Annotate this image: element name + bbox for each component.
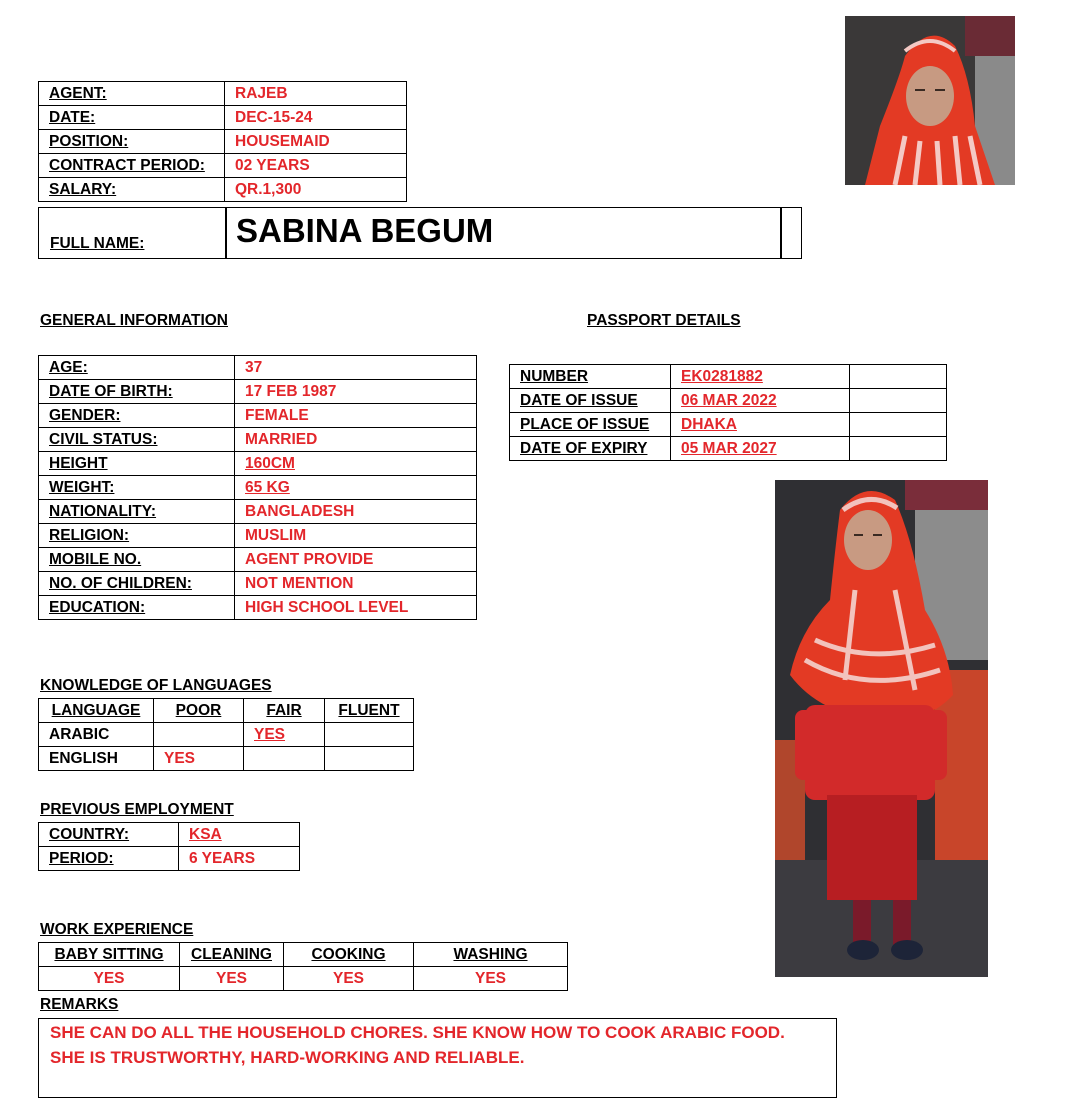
- col-header: FLUENT: [325, 699, 414, 723]
- table-row: [39, 356, 477, 380]
- work-value: YES: [284, 967, 414, 991]
- remarks-line-1: SHE CAN DO ALL THE HOUSEHOLD CHORES. SHE KNOW HOW TO COOK ARABIC FOOD.: [50, 1023, 785, 1042]
- remarks-box: [38, 1018, 837, 1098]
- table-row: [39, 524, 477, 548]
- agent-label: AGENT:: [39, 82, 225, 106]
- date-value: DEC-15-24: [225, 106, 407, 130]
- profile-photo-full: [775, 480, 988, 977]
- col-header: FAIR: [244, 699, 325, 723]
- full-name-label: FULL NAME:: [50, 235, 145, 252]
- languages-table: [38, 698, 414, 771]
- remarks-heading: REMARKS: [40, 996, 119, 1013]
- general-value: AGENT PROVIDE: [235, 548, 477, 572]
- language-poor: YES: [154, 747, 244, 771]
- general-value: MARRIED: [235, 428, 477, 452]
- general-label: GENDER:: [39, 404, 235, 428]
- table-row: [39, 500, 477, 524]
- general-value: 160CM: [235, 452, 477, 476]
- language-name: ENGLISH: [39, 747, 154, 771]
- header-table: [38, 81, 407, 202]
- full-name-value: SABINA BEGUM: [236, 212, 494, 249]
- table-row: [39, 428, 477, 452]
- agent-value: RAJEB: [225, 82, 407, 106]
- general-label: CIVIL STATUS:: [39, 428, 235, 452]
- table-row: [510, 365, 947, 389]
- passport-value: EK0281882: [671, 365, 850, 389]
- general-info-heading: GENERAL INFORMATION: [40, 312, 229, 329]
- general-label: DATE OF BIRTH:: [39, 380, 235, 404]
- work-experience-table: [38, 942, 568, 991]
- passport-label: DATE OF EXPIRY: [510, 437, 671, 461]
- col-header: POOR: [154, 699, 244, 723]
- language-fair: [244, 747, 325, 771]
- general-value: 17 FEB 1987: [235, 380, 477, 404]
- general-info-table: [38, 355, 477, 620]
- position-label: POSITION:: [39, 130, 225, 154]
- passport-value: 05 MAR 2027: [671, 437, 850, 461]
- full-name-box: [38, 207, 802, 259]
- general-label: HEIGHT: [39, 452, 235, 476]
- country-value: KSA: [179, 823, 300, 847]
- country-label: COUNTRY:: [39, 823, 179, 847]
- general-value: BANGLADESH: [235, 500, 477, 524]
- general-label: NATIONALITY:: [39, 500, 235, 524]
- passport-label: NUMBER: [510, 365, 671, 389]
- table-row: [39, 847, 300, 871]
- passport-heading: PASSPORT DETAILS: [587, 312, 741, 329]
- empty-cell: [850, 389, 947, 413]
- period-label: PERIOD:: [39, 847, 179, 871]
- previous-employment-heading: PREVIOUS EMPLOYMENT: [40, 801, 234, 818]
- date-label: DATE:: [39, 106, 225, 130]
- language-fluent: [325, 723, 414, 747]
- general-value: FEMALE: [235, 404, 477, 428]
- general-label: EDUCATION:: [39, 596, 235, 620]
- empty-cell: [850, 365, 947, 389]
- table-row: [39, 723, 414, 747]
- general-label: RELIGION:: [39, 524, 235, 548]
- table-header-row: [39, 943, 568, 967]
- table-row: [39, 452, 477, 476]
- table-row: [39, 548, 477, 572]
- passport-label: PLACE OF ISSUE: [510, 413, 671, 437]
- work-experience-heading: WORK EXPERIENCE: [40, 921, 194, 938]
- general-label: MOBILE NO.: [39, 548, 235, 572]
- col-header: LANGUAGE: [39, 699, 154, 723]
- table-header-row: [39, 699, 414, 723]
- salary-row: [39, 178, 407, 202]
- position-row: [39, 130, 407, 154]
- general-label: WEIGHT:: [39, 476, 235, 500]
- work-value: YES: [39, 967, 180, 991]
- passport-value: 06 MAR 2022: [671, 389, 850, 413]
- general-value: 37: [235, 356, 477, 380]
- date-row: [39, 106, 407, 130]
- profile-photo-small: [845, 16, 1015, 185]
- general-label: AGE:: [39, 356, 235, 380]
- col-header: BABY SITTING: [39, 943, 180, 967]
- position-value: HOUSEMAID: [225, 130, 407, 154]
- table-row: [510, 413, 947, 437]
- table-row: [39, 380, 477, 404]
- table-row: [39, 747, 414, 771]
- general-label: NO. OF CHILDREN:: [39, 572, 235, 596]
- general-value: HIGH SCHOOL LEVEL: [235, 596, 477, 620]
- table-row: [39, 476, 477, 500]
- table-row: [510, 389, 947, 413]
- salary-label: SALARY:: [39, 178, 225, 202]
- table-row: [39, 596, 477, 620]
- agent-row: [39, 82, 407, 106]
- empty-cell: [850, 413, 947, 437]
- work-value: YES: [180, 967, 284, 991]
- remarks-line-2: SHE IS TRUSTWORTHY, HARD-WORKING AND RELIABLE.: [50, 1048, 525, 1067]
- salary-value: QR.1,300: [225, 178, 407, 202]
- table-row: [39, 572, 477, 596]
- general-value: 65 KG: [235, 476, 477, 500]
- col-header: COOKING: [284, 943, 414, 967]
- contract-label: CONTRACT PERIOD:: [39, 154, 225, 178]
- table-row: [39, 967, 568, 991]
- language-poor: [154, 723, 244, 747]
- passport-label: DATE OF ISSUE: [510, 389, 671, 413]
- general-value: NOT MENTION: [235, 572, 477, 596]
- contract-row: [39, 154, 407, 178]
- col-header: WASHING: [414, 943, 568, 967]
- empty-cell: [850, 437, 947, 461]
- passport-table: [509, 364, 947, 461]
- contract-value: 02 YEARS: [225, 154, 407, 178]
- table-row: [39, 404, 477, 428]
- languages-heading: KNOWLEDGE OF LANGUAGES: [40, 677, 272, 694]
- col-header: CLEANING: [180, 943, 284, 967]
- period-value: 6 YEARS: [179, 847, 300, 871]
- general-value: MUSLIM: [235, 524, 477, 548]
- language-name: ARABIC: [39, 723, 154, 747]
- language-fluent: [325, 747, 414, 771]
- language-fair: YES: [244, 723, 325, 747]
- passport-value: DHAKA: [671, 413, 850, 437]
- table-row: [510, 437, 947, 461]
- previous-employment-table: [38, 822, 300, 871]
- work-value: YES: [414, 967, 568, 991]
- table-row: [39, 823, 300, 847]
